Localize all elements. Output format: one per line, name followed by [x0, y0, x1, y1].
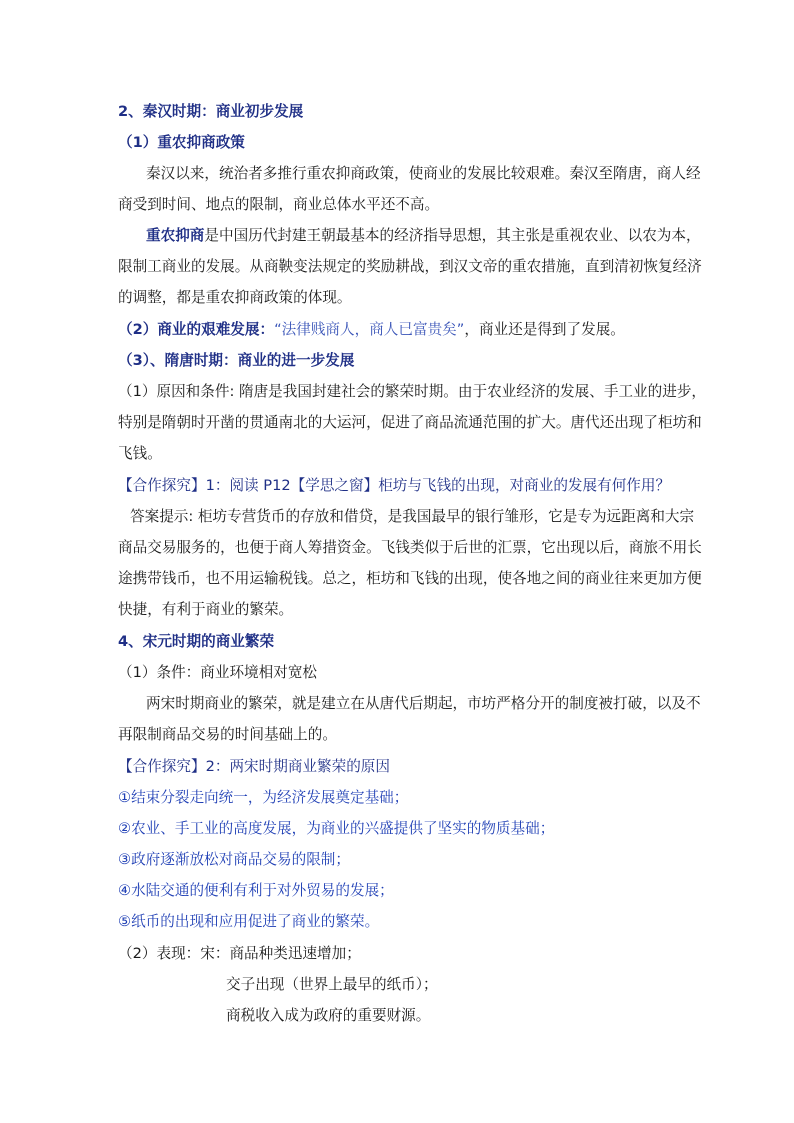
paragraph-line: 交子出现（世界上最早的纸币）； [226, 976, 438, 993]
paragraph-line: 的调整，都是重农抑商政策的体现。 [118, 289, 352, 306]
reason-item: ②农业、手工业的高度发展，为商业的兴盛提供了坚实的物质基础； [118, 820, 555, 837]
paragraph-line: 飞钱。 [118, 445, 162, 462]
term-highlight: 重农抑商 [146, 227, 205, 244]
paragraph-line [146, 226, 734, 246]
paragraph-line: 商税收入成为政府的重要财源。 [226, 1007, 431, 1024]
section3-heading: （3）、隋唐时期：商业的进一步发展 [118, 352, 355, 369]
section2-heading: 2、秦汉时期：商业初步发展 [118, 103, 304, 120]
paragraph-line: 特别是隋朝时开凿的贯通南北的大运河，促进了商品流通范围的扩大。唐代还出现了柜坊和 [118, 414, 702, 431]
paragraph-line: （1）条件：商业环境相对宽松 [118, 664, 318, 681]
reason-item: ③政府逐渐放松对商品交易的限制； [118, 851, 350, 868]
paragraph-line: 秦汉以来，统治者多推行重农抑商政策，使商业的发展比较艰难。秦汉至隋唐，商人经 [146, 165, 701, 182]
paragraph-line: 快捷，有利于商业的繁荣。 [118, 601, 294, 618]
explore-question-2: 【合作探究】2：两宋时期商业繁荣的原因 [118, 758, 390, 775]
section4-heading: 4、宋元时期的商业繁荣 [118, 633, 275, 650]
sub2-quote: “法律贱商人，商人已富贵矣” [274, 321, 465, 338]
reason-item: ④水陆交通的便利有利于对外贸易的发展； [118, 882, 394, 899]
section2-sub2 [118, 320, 734, 340]
section2-sub1: （1）重农抑商政策 [118, 134, 245, 151]
explore-question-1: 【合作探究】1：阅读 P12【学思之窗】柜坊与飞钱的出现，对商业的发展有何作用？ [118, 477, 671, 494]
paragraph-line: 答案提示: 柜坊专营货币的存放和借贷，是我国最早的银行雏形，它是专为远距离和大宗 [130, 508, 695, 525]
paragraph-line: 商品交易服务的，也便于商人筹措资金。飞钱类似于后世的汇票，它出现以后，商旅不用长 [118, 539, 702, 556]
paragraph-line: 途携带钱币，也不用运输税钱。总之，柜坊和飞钱的出现，使各地之间的商业往来更加方便 [118, 570, 702, 587]
paragraph-line: 两宋时期商业的繁荣，就是建立在从唐代后期起，市坊严格分开的制度被打破，以及不 [146, 695, 701, 712]
sub2-rest: ，商业还是得到了发展。 [464, 321, 625, 338]
sub2-label: （2）商业的艰难发展： [118, 321, 275, 338]
paragraph-line: （2）表现：宋：商品种类迅速增加； [118, 945, 361, 962]
paragraph-line: 限制工商业的发展。从商鞅变法规定的奖励耕战，到汉文帝的重农措施，直到清初恢复经济 [118, 258, 702, 275]
paragraph-text: 是中国历代封建王朝最基本的经济指导思想，其主张是重视农业、以农为本， [204, 227, 701, 244]
reason-item: ⑤纸币的出现和应用促进了商业的繁荣。 [118, 913, 380, 930]
reason-item: ①结束分裂走向统一，为经济发展奠定基础； [118, 789, 409, 806]
paragraph-line: 商受到时间、地点的限制，商业总体水平还不高。 [118, 196, 440, 213]
paragraph-line: （1）原因和条件: 隋唐是我国封建社会的繁荣时期。由于农业经济的发展、手工业的进步， [118, 383, 707, 400]
paragraph-line: 再限制商品交易的时间基础上的。 [118, 726, 337, 743]
